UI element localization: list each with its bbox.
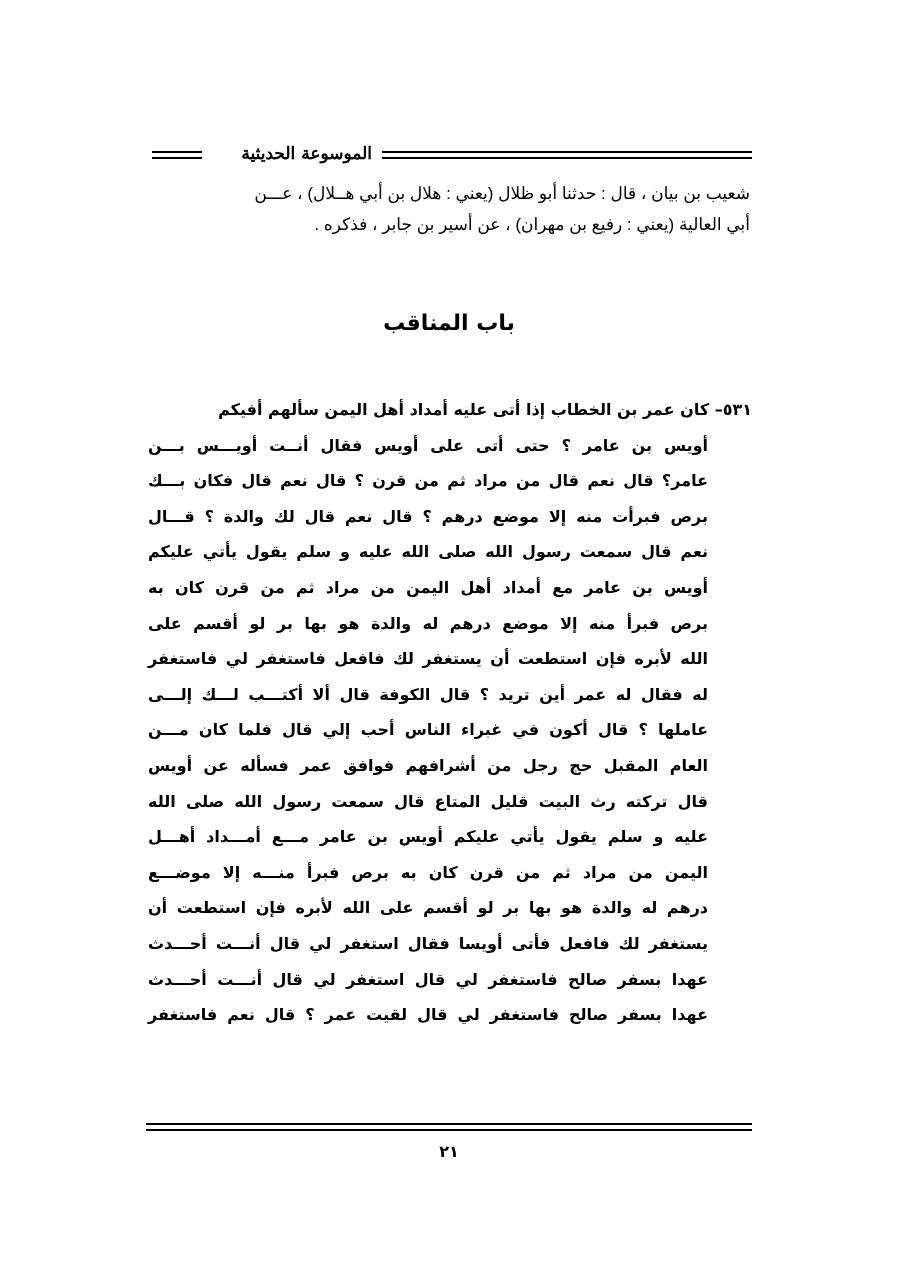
hadith-line: برص فبرأت منه إلا موضع درهم ؟ قال نعم قال لك والدة ؟ قـــال: [148, 506, 708, 526]
hadith-line: عليه و سلم يقول يأتي عليكم أويس بن عامر مـــع أمـــداد أهـــل: [148, 827, 708, 847]
hadith-line: عهدا بسفر صالح فاستغفر لي قال لقيت عمر ؟ قال نعم فاستغفر: [148, 1005, 708, 1025]
intro-paragraph: [148, 178, 750, 240]
header-rule-left: [152, 151, 202, 159]
hadith-number: ٥٣١: [722, 400, 752, 419]
hadith-line: قال تركته رث البيت قليل المتاع قال سمعت رسول الله صلى الله: [148, 791, 708, 811]
intro-line: أبي العالية (يعني : رفيع بن مهران) ، عن أسير بن جابر ، فذكره .: [314, 215, 750, 234]
intro-line: شعيب بن بيان ، قال : حدثنا أبو ظلال (يعني : هلال بن أبي هــلال) ، عـــن: [254, 184, 750, 203]
hadith-line: أويس بن عامر مع أمداد أهل اليمن من مراد ثم من قرن كان به: [148, 577, 708, 597]
hadith-line: اليمن من مراد ثم من قرن كان به برص فبرأ منـــه إلا موضـــع: [148, 862, 708, 882]
header-title: الموسوعة الحديثية: [241, 144, 372, 164]
hadith-line: برص فبرأ منه إلا موضع درهم له والدة هو بها بر لو أقسم على: [148, 613, 708, 633]
hadith-line: العام المقبل حج رجل من أشرافهم فوافق عمر فسأله عن أويس: [148, 755, 708, 775]
hadith-line: عامر؟ قال نعم قال من مراد ثم من قرن ؟ قال نعم قال فكان بـــك: [148, 471, 708, 491]
page-number: ٢١: [439, 1142, 459, 1161]
hadith-line: عهدا بسفر صالح فاستغفر لي قال استغفر لي قال أنـــت أحـــدث: [148, 969, 708, 989]
hadith-line: ٥٣١– كان عمر بن الخطاب إذا أتى عليه أمداد أهل اليمن سألهم أفيكم: [218, 400, 752, 419]
running-header: [152, 142, 752, 166]
hadith-line: يستغفر لك فافعل فأتى أويسا فقال استغفر لي قال أنـــت أحـــدث: [148, 933, 708, 953]
hadith-line: الله لأبره فإن استطعت أن يستغفر لك فافعل فاستغفر لي فاستغفر: [148, 649, 708, 669]
hadith-531: [148, 392, 752, 1033]
chapter-title: باب المناقب: [383, 311, 515, 336]
header-rule-right: [382, 151, 752, 159]
hadith-line: نعم قال سمعت رسول الله صلى الله عليه و سلم يقول يأتي عليكم: [148, 542, 708, 562]
hadith-line: درهم له والدة هو بها بر لو أقسم على الله لأبره فإن استطعت أن: [148, 898, 708, 918]
hadith-line-text: كان عمر بن الخطاب إذا أتى عليه أمداد أهل اليمن سألهم أفيكم: [218, 400, 710, 419]
footer-rule: [146, 1123, 752, 1131]
hadith-line: عاملها ؟ قال أكون في غبراء الناس أحب إلي قال فلما كان مـــن: [148, 720, 708, 740]
hadith-line: أويس بن عامر ؟ حتى أتى على أويس فقال أنــت أويـــس بـــن: [148, 435, 708, 455]
hadith-line: له فقال له عمر أين تريد ؟ قال الكوفة قال ألا أكتـــب لـــك إلـــى: [148, 684, 708, 704]
